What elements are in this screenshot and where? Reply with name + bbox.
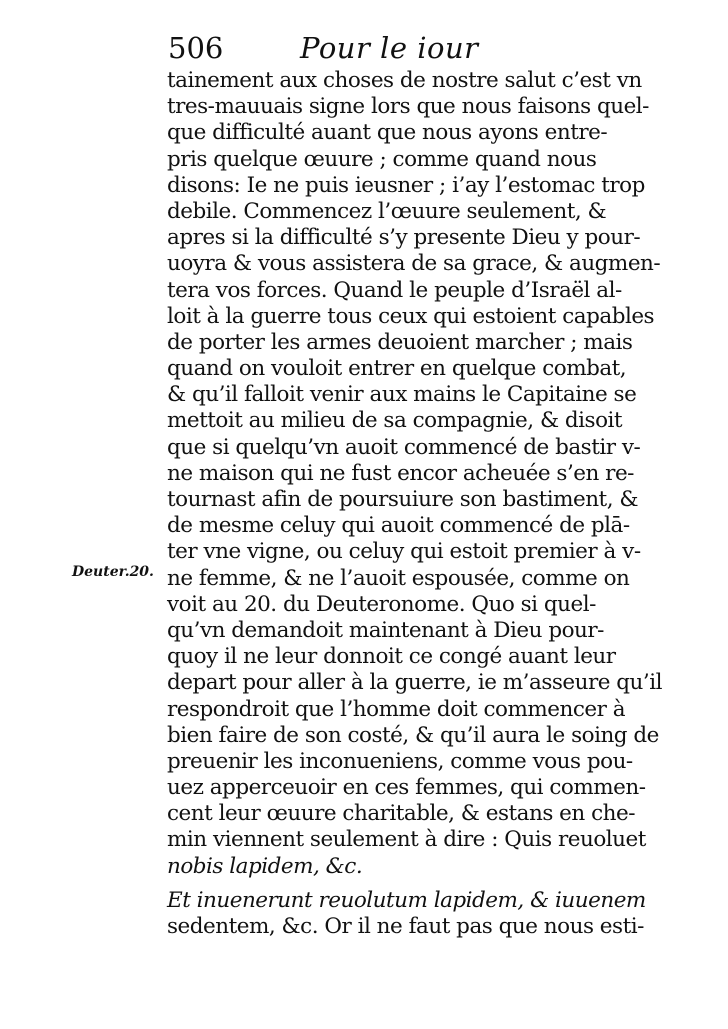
text-line: pris quelque œuure ; comme quand nous [167,146,597,172]
text-line: tournast afin de poursuiure son bastiment, & [167,487,638,512]
text-line: tera vos forces. Quand le peuple d’Israël al- [167,277,622,303]
text-line: uoyra & vous assistera de sa grace, & augmen- [167,251,661,277]
text-line: disons: Ie ne puis ieusner ; i’ay l’estomac trop [167,172,645,198]
marginal-note: Deuter.20. [72,564,154,580]
latin-quote-line: nobis lapidem, &c. [167,853,363,879]
text-line: depart pour aller à la guerre, ie m’asseure qu’il [167,670,662,696]
text-line: apres si la difficulté s’y presente Dieu y pour- [167,225,641,251]
latin-quote-line: Et inuenerunt reuolutum lapidem, & iuuenem [167,887,646,913]
text-line: quand on vouloit entrer en quelque combat, [167,356,627,382]
text-line: uez apperceuoir en ces femmes, qui commen- [167,775,646,801]
text-line: & qu’il falloit venir aux mains le Capitaine se [167,382,637,408]
body-text [167,68,662,940]
text-line: que si quelqu’vn auoit commencé de bastir v- [167,434,641,460]
page-header [168,30,588,70]
text-line: quoy il ne leur donnoit ce congé auant leur [167,644,616,670]
text-line: ne maison qui ne fust encor acheuée s’en re- [167,460,634,486]
text-line: qu’vn demandoit maintenant à Dieu pour- [167,617,604,643]
text-line: debile. Commencez l’œuure seulement, & [167,198,607,224]
page-number: 506 [168,31,224,65]
text-line: bien faire de son costé, & qu’il aura le soing de [167,722,659,748]
text-line: de porter les armes deuoient marcher ; mais [167,329,633,355]
text-line: sedentem, &c. Or il ne faut pas que nous esti- [167,914,644,939]
text-line: tainement aux choses de nostre salut c’est vn [167,68,642,93]
text-line: respondroit que l’homme doit commencer à [167,696,626,722]
running-title: Pour le iour [300,31,479,65]
text-line: min viennent seulement à dire : Quis reuoluet [167,827,646,853]
text-line: mettoit au milieu de sa compagnie, & disoit [167,408,623,434]
text-line: cent leur œuure charitable, & estans en che- [167,801,635,827]
text-line: ter vne vigne, ou celuy qui estoit premier à v- [167,539,641,565]
text-line: voit au 20. du Deuteronome. Quo si quel- [167,591,596,617]
text-line: tres-mauuais signe lors que nous faisons quel- [167,94,649,120]
text-line: que difficulté auant que nous ayons entre- [167,120,608,146]
text-line: ne femme, & ne l’auoit espousée, comme on [167,565,630,591]
text-line: preuenir les inconueniens, comme vous pou- [167,748,633,774]
text-line: de mesme celuy qui auoit commencé de plā- [167,513,630,539]
text-line: loit à la guerre tous ceux qui estoient capables [167,303,655,329]
